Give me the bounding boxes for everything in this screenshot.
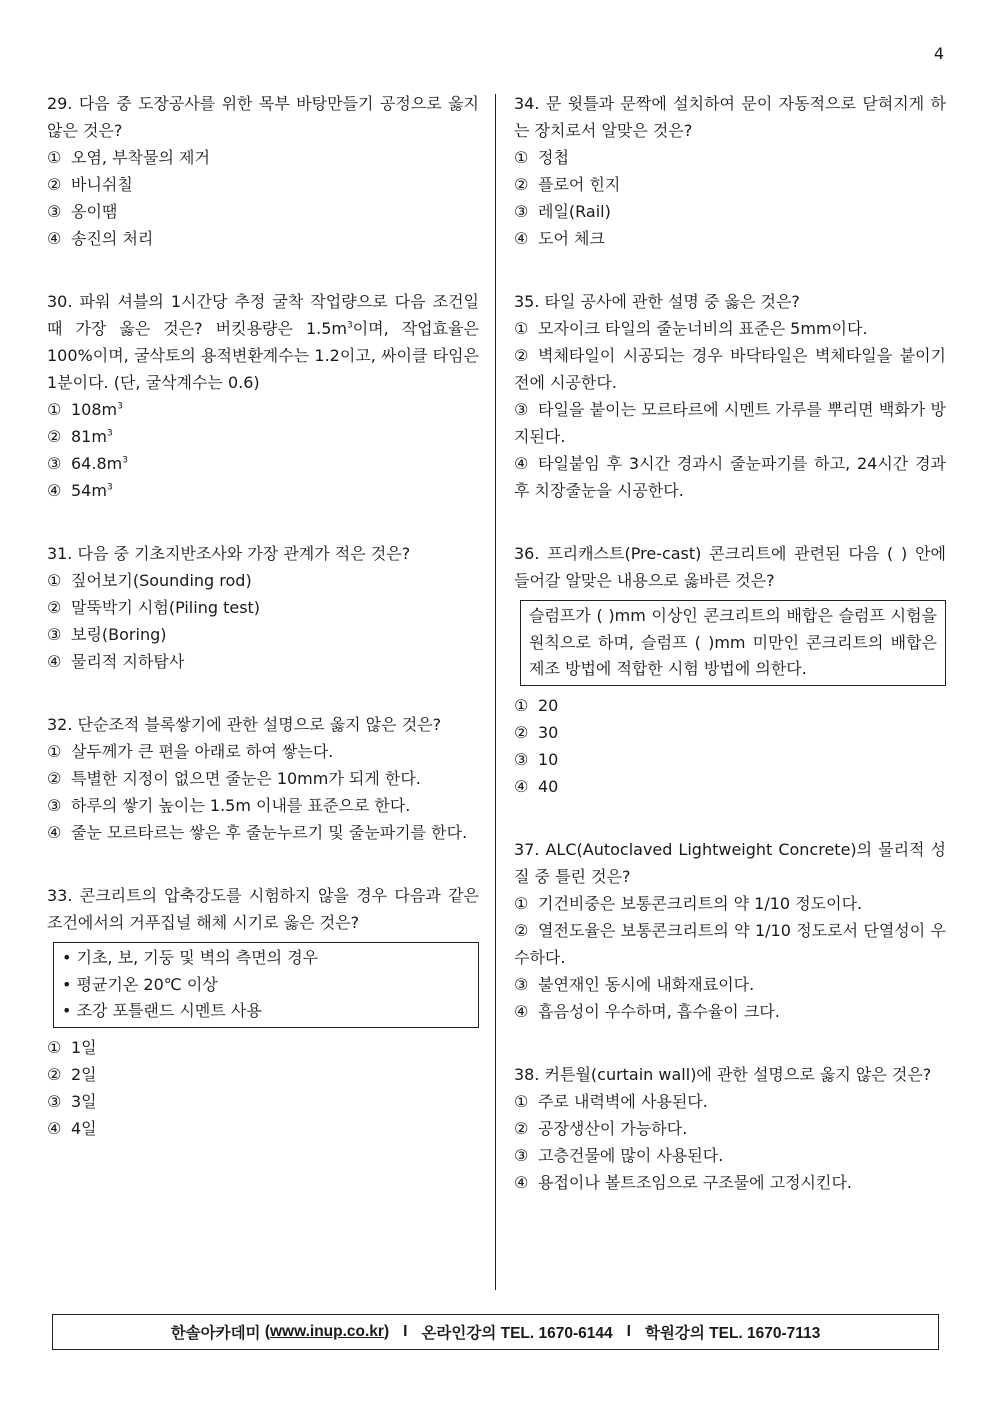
option-3: ③ 고층건물에 많이 사용된다. (514, 1145, 724, 1165)
option-2: ② 공장생산이 가능하다. (514, 1118, 688, 1138)
question-stem: 34. 문 윗틀과 문짝에 설치하여 문이 자동적으로 닫혀지게 하는 장치로서 알맞은 것은? (514, 94, 946, 140)
option-4: ④ 용접이나 볼트조임으로 구조물에 고정시킨다. (514, 1172, 853, 1192)
option-4: ④ 물리적 지하탐사 (47, 652, 185, 671)
question-stem: 35. 타일 공사에 관한 설명 중 옳은 것은? (514, 292, 800, 311)
column-divider (495, 94, 496, 1290)
condition-item: • 조강 포틀랜드 시멘트 사용 (62, 1001, 262, 1021)
option-4: ④ 4일 (47, 1118, 97, 1138)
question-31 (47, 540, 479, 675)
option-4: ④ 40 (514, 776, 559, 796)
option-1: ① 오염, 부착물의 제거 (47, 148, 210, 167)
option-4: ④ 타일붙임 후 3시간 경과시 줄눈파기를 하고, 24시간 경과 후 치장줄눈을 시공한다. (514, 454, 946, 500)
option-2: ② 30 (514, 722, 559, 742)
option-1: ① 짚어보기(Sounding rod) (47, 571, 252, 590)
option-3: ③ 불연재인 동시에 내화재료이다. (514, 974, 755, 994)
question-stem: 33. 콘크리트의 압축강도를 시험하지 않을 경우 다음과 같은 조건에서의 거푸집널 해체 시기로 옳은 것은? (47, 886, 479, 932)
online-lecture-phone: 온라인강의 TEL. 1670-6144 (421, 1325, 613, 1342)
option-3: ③ $64.8m^3$ (47, 454, 128, 473)
option-2: ② 플로어 힌지 (514, 175, 621, 194)
option-3: ③ 10 (514, 749, 559, 769)
option-3: ③ 옹이땜 (47, 202, 118, 221)
question-stem: 30. 파워 셔블의 1시간당 추정 굴착 작업량으로 다음 조건일 때 가장 옳은 것은? 버킷용량은 $1.5m^3$이며, 작업효율은 100%이며, 굴삭토의 용적변환계수는 1.2이고, 싸이클 타임은 1분이다. (단, 굴삭계수는 0.6) (47, 292, 479, 392)
question-stem: 31. 다음 중 기초지반조사와 가장 관계가 적은 것은? (47, 544, 411, 563)
question-33 (47, 882, 479, 1142)
option-1: ① 주로 내력벽에 사용된다. (514, 1091, 708, 1111)
option-3: ③ 3일 (47, 1091, 97, 1111)
option-1: ① 1일 (47, 1037, 97, 1057)
option-3: ③ 타일을 붙이는 모르타르에 시멘트 가루를 뿌리면 백화가 방지된다. (514, 400, 946, 446)
option-1: ① 기건비중은 보통콘크리트의 약 1/10 정도이다. (514, 893, 863, 913)
option-4: ④ 흡음성이 우수하며, 흡수율이 크다. (514, 1001, 780, 1021)
condition-item: • 평균기온 20℃ 이상 (62, 974, 218, 994)
option-3: ③ 하루의 쌓기 높이는 1.5m 이내를 표준으로 한다. (47, 796, 411, 815)
campus-lecture-phone: 학원강의 TEL. 1670-7113 (644, 1325, 821, 1342)
option-4: ④ 도어 체크 (514, 229, 605, 248)
question-32 (47, 711, 479, 846)
question-29 (47, 90, 479, 252)
option-2: ② 열전도율은 보통콘크리트의 약 1/10 정도로서 단열성이 우수하다. (514, 920, 946, 967)
option-2: ② 2일 (47, 1064, 97, 1084)
option-4: ④ $54m^3$ (47, 481, 113, 500)
option-2: ② $81m^3$ (47, 427, 113, 446)
question-stem: 37. ALC(Autoclaved Lightweight Concrete)의 물리적 성질 중 틀린 것은? (514, 839, 946, 886)
option-1: ① 모자이크 타일의 줄눈너비의 표준은 5mm이다. (514, 319, 868, 338)
option-2: ② 벽체타일이 시공되는 경우 바닥타일은 벽체타일을 붙이기 전에 시공한다. (514, 346, 946, 392)
option-1: ① 정첩 (514, 148, 569, 167)
option-1: ① 20 (514, 695, 559, 715)
footer-banner: 한솔아카데미 ( www.inup.co.kr ) I 온라인강의 TEL. 1670-6144 I 학원강의 TEL. 1670-7113 (52, 1314, 939, 1350)
footer-separator: I (626, 1323, 631, 1340)
option-1: ① $108m^3$ (47, 400, 123, 419)
question-stem: 32. 단순조적 블록쌓기에 관한 설명으로 옳지 않은 것은? (47, 715, 442, 734)
option-3: ③ 보링(Boring) (47, 625, 167, 644)
question-38 (514, 1061, 946, 1196)
academy-name: 한솔아카데미 (170, 1325, 261, 1342)
question-stem: 38. 커튼월(curtain wall)에 관한 설명으로 옳지 않은 것은? (514, 1064, 932, 1084)
page-number: 4 (933, 44, 944, 63)
condition-box: 슬럼프가 ( )mm 이상인 콘크리트의 배합은 슬럼프 시험을 원칙으로 하며, 슬럼프 ( )mm 미만인 콘크리트의 배합은 제조 방법에 적합한 시험 방법에 의한다. (520, 600, 946, 686)
option-2: ② 말뚝박기 시험(Piling test) (47, 598, 261, 617)
option-4: ④ 송진의 처리 (47, 229, 154, 248)
option-4: ④ 줄눈 모르타르는 쌓은 후 줄눈누르기 및 줄눈파기를 한다. (47, 823, 468, 842)
condition-item: • 기초, 보, 기둥 및 벽의 측면의 경우 (62, 948, 319, 967)
left-column (47, 90, 479, 1178)
question-30 (47, 288, 479, 504)
option-3: ③ 레일(Rail) (514, 202, 611, 221)
right-column (514, 90, 946, 1232)
footer-separator: I (403, 1323, 408, 1340)
question-36 (514, 540, 946, 800)
question-35 (514, 288, 946, 504)
condition-box (53, 942, 479, 1028)
option-2: ② 바니쉬칠 (47, 175, 133, 194)
option-1: ① 살두께가 큰 편을 아래로 하여 쌓는다. (47, 742, 334, 761)
question-34 (514, 90, 946, 252)
question-37 (514, 836, 946, 1025)
website-link[interactable]: www.inup.co.kr (270, 1323, 384, 1340)
question-stem: 29. 다음 중 도장공사를 위한 목부 바탕만들기 공정으로 옳지 않은 것은? (47, 94, 479, 140)
question-stem: 36. 프리캐스트(Pre-cast) 콘크리트에 관련된 다음 ( ) 안에 들어갈 알맞은 내용으로 옳바른 것은? (514, 544, 946, 590)
option-2: ② 특별한 지정이 없으면 줄눈은 10mm가 되게 한다. (47, 769, 421, 788)
